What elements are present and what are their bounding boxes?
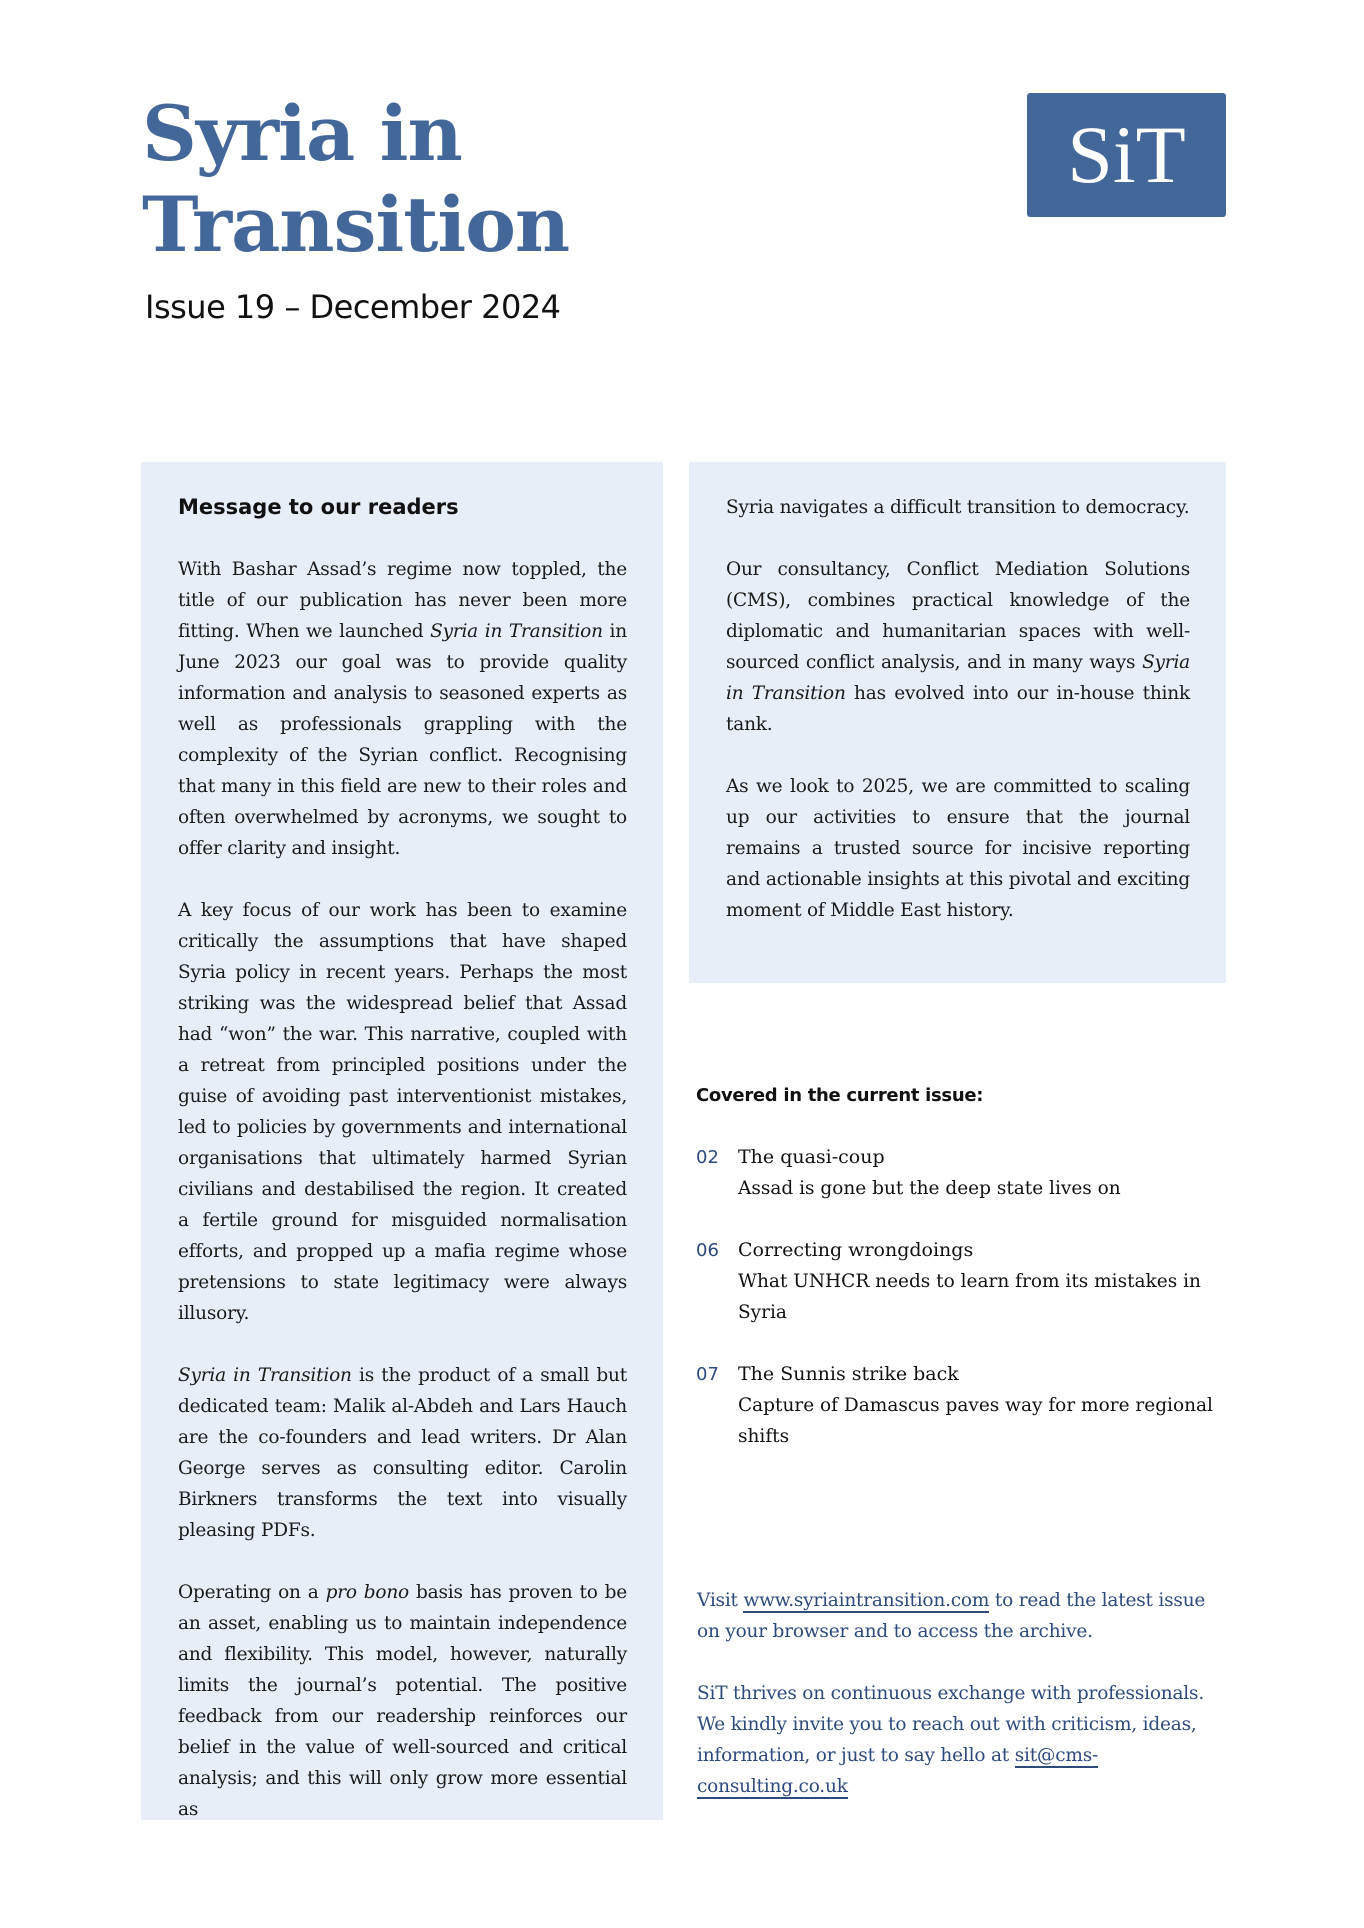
sit-logo [1027,93,1226,217]
toc-item-sunnis-strike-back[interactable] [696,1359,1226,1452]
toc-subtitle: Assad is gone but the deep state lives on [738,1178,1121,1199]
message-paragraph-6: Our consultancy, Conflict Mediation Solutions (CMS), combines practical knowledge of the diplomatic and humanitarian spaces with well-sourced conflict analysis, and in many ways Syria in Transition has evolved into our in-house think tank. [726,559,1190,735]
toc-page-number: 06 [696,1240,719,1261]
website-link[interactable]: www.syriaintransition.com [743,1590,990,1611]
footer-info [697,1585,1232,1833]
toc-item-correcting-wrongdoings[interactable] [696,1235,1226,1328]
toc-title: The Sunnis strike back [738,1363,959,1385]
table-of-contents [696,1080,1226,1483]
pro-bono-italic: pro bono [325,1582,409,1603]
logo-text: SiT [1067,109,1186,200]
message-paragraph-5: Syria navigates a difficult transition to democracy. [726,497,1190,518]
message-paragraph-1: With Bashar Assad’s regime now toppled, the title of our publication has never been more fitting. When we launched Syria in Transition in June 2023 our goal was to provide quality information and analysis to seasoned experts as well as professionals grappling with the complexity of the Syrian conflict. Recognising that many in this field are new to their roles and often overwhelmed by acronyms, we sought to offer clarity and insight. [178,559,627,859]
message-paragraph-2: A key focus of our work has been to examine critically the assumptions that have shaped Syria policy in recent years. Perhaps the most striking was the widespread belief that Assad had “won” the war. This narrative, coupled with a retreat from principled positions under the guise of avoiding past interventionist mistakes, led to policies by governments and international organisations that ultimately harmed Syrian civilians and destabilised the region. It created a fertile ground for misguided normalisation efforts, and propped up a mafia regime whose pretensions to state legitimacy were always illusory. [178,900,627,1324]
publication-title [142,88,569,270]
message-panel-right [689,462,1226,983]
toc-title: Correcting wrongdoings [738,1239,974,1261]
contents-heading: Covered in the current issue: [696,1085,984,1106]
publication-name-italic: Syria in Transition [178,1365,352,1386]
message-paragraph-7: As we look to 2025, we are committed to scaling up our activities to ensure that the journal remains a trusted source for incisive reporting and actionable insights at this pivotal and exciting moment of Middle East history. [726,776,1190,921]
visit-website-text: Visit www.syriaintransition.com to read the latest issue on your browser and to access the archive. [697,1590,1206,1642]
email-link[interactable]: sit@cms-consulting.co.uk [697,1745,1099,1797]
toc-subtitle: What UNHCR needs to learn from its mistakes in Syria [738,1271,1201,1323]
title-line-2: Transition [142,180,570,269]
message-panel-left [141,462,663,1820]
toc-item-quasi-coup[interactable] [696,1142,1226,1204]
message-paragraph-3: Syria in Transition is the product of a small but dedicated team: Malik al-Abdeh and Lars Hauch are the co-founders and lead writers. Dr Alan George serves as consulting editor. Carolin Birkners transforms the text into visually pleasing PDFs. [178,1365,627,1541]
title-line-1: Syria in [142,89,462,178]
publication-name-italic: Syria in Transition [430,621,603,642]
contact-text: SiT thrives on continuous exchange with professionals. We kindly invite you to reach out with criticism, ideas, information, or just to say hello at sit@cms-consulting.co.uk [697,1683,1205,1797]
message-heading: Message to our readers [178,495,459,519]
toc-title: The quasi-coup [738,1146,885,1168]
toc-page-number: 02 [696,1147,719,1168]
issue-date: Issue 19 – December 2024 [145,288,561,326]
message-paragraph-4: Operating on a pro bono basis has proven to be an asset, enabling us to maintain independence and flexibility. This model, however, naturally limits the journal’s potential. The positive feedback from our readership reinforces our belief in the value of well-sourced and critical analysis; and this will only grow more essential as [178,1582,627,1820]
toc-page-number: 07 [696,1364,719,1385]
toc-subtitle: Capture of Damascus paves way for more regional shifts [738,1395,1213,1447]
publication-name-italic: Syria in Transition [726,652,1190,704]
